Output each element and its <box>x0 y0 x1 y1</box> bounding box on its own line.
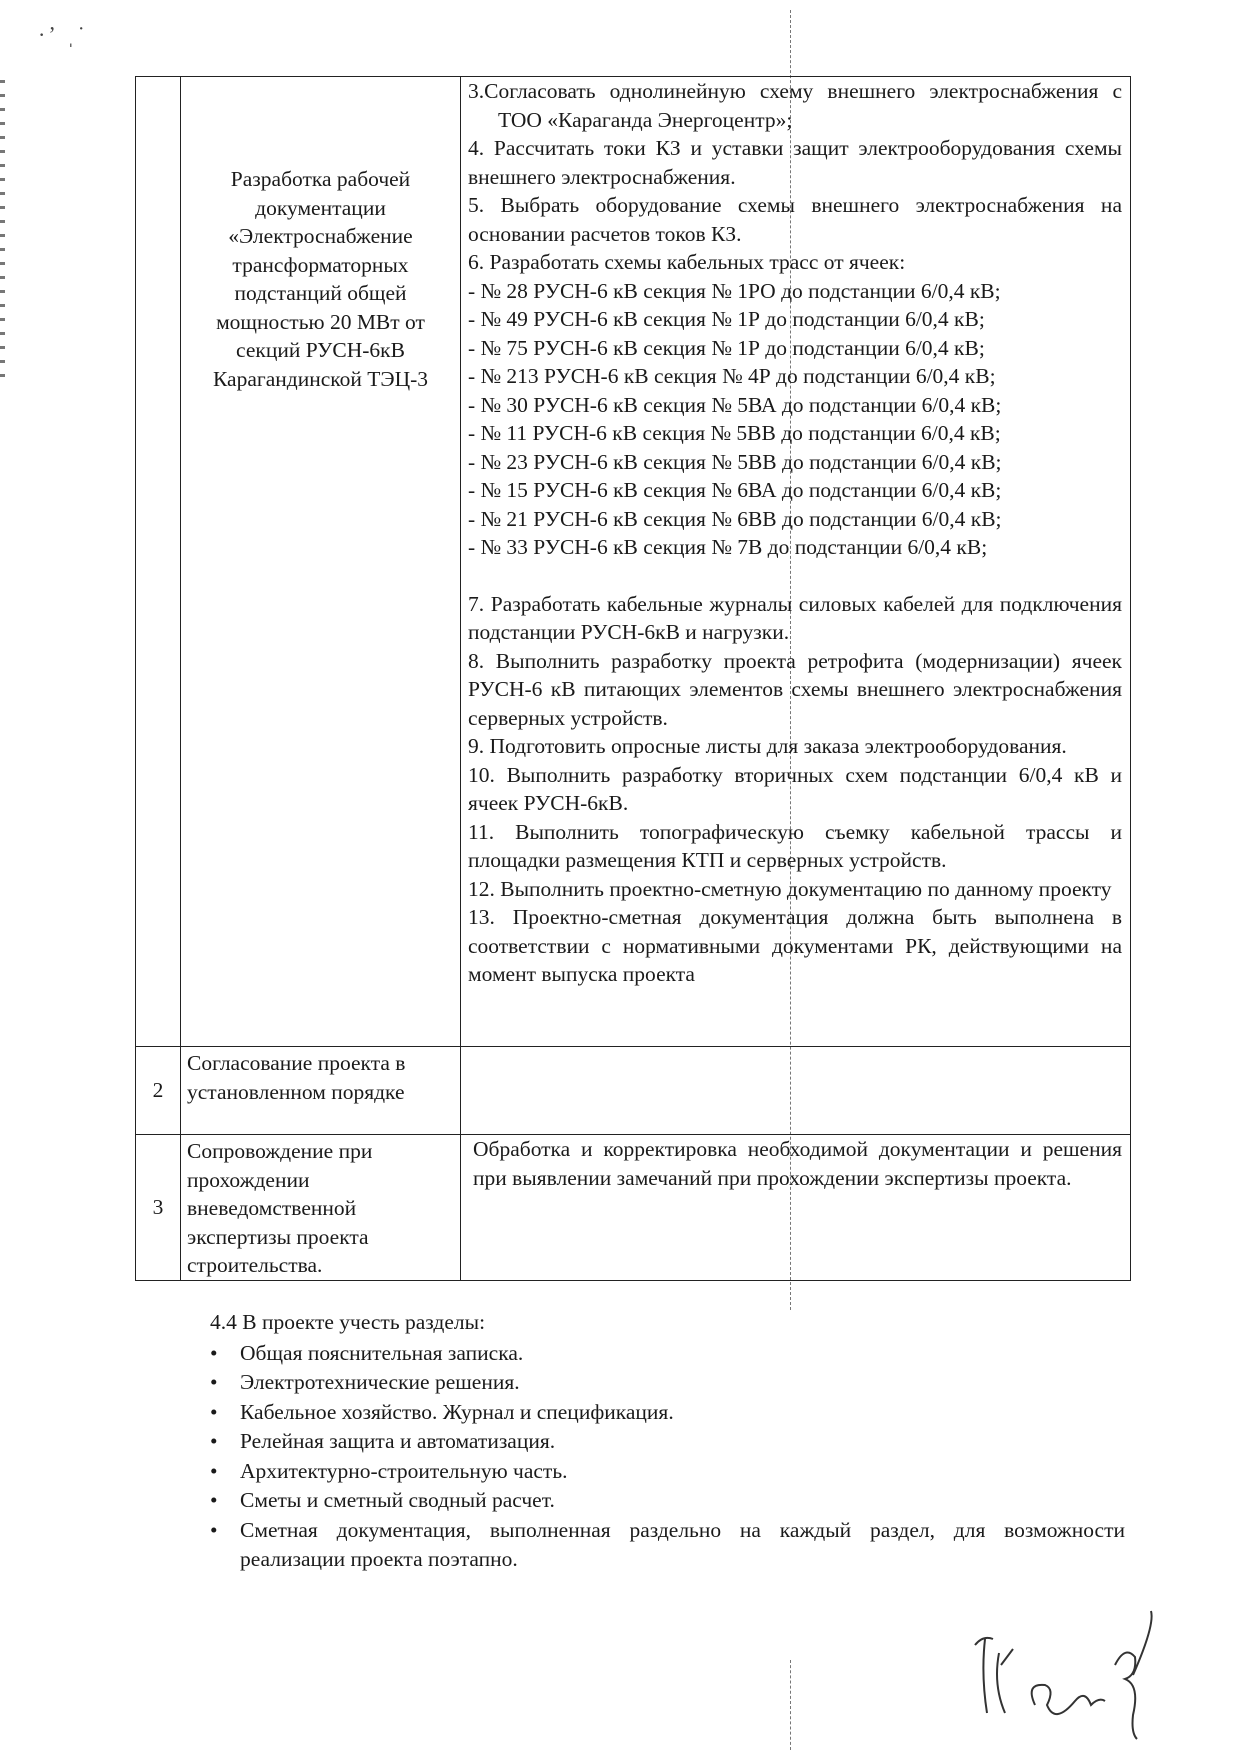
section-item <box>198 1486 1125 1516</box>
description-step: - № 15 РУСН-6 кВ секция № 6ВА до подстанции 6/0,4 кВ; <box>468 478 1002 502</box>
section-item-text: Архитектурно-строительную часть. <box>240 1458 568 1483</box>
section-item-text: Сметы и сметный сводный расчет. <box>240 1488 555 1512</box>
paragraph-gap <box>468 562 1122 590</box>
bullet-icon: • <box>210 1488 218 1512</box>
row-number: 2 <box>136 1047 181 1135</box>
section-item-text: Релейная защита и автоматизация. <box>240 1429 556 1453</box>
section-item-text: Сметная документация, выполненная раздельно на каждый раздел, для возможности реализации проекта поэтапно. <box>240 1517 1125 1571</box>
description-step: 3.Согласовать однолинейную схему внешнего электроснабжения с ТОО «Караганда Энергоцентр»; <box>468 79 1122 132</box>
description-step: - № 11 РУСН-6 кВ секция № 5ВВ до подстанции 6/0,4 кВ; <box>468 421 1001 445</box>
description-steps-part1 <box>468 77 1122 562</box>
section-item <box>198 1398 1125 1428</box>
table-row <box>136 77 1131 1047</box>
description-step: - № 213 РУСН-6 кВ секция № 4Р до подстанции 6/0,4 кВ; <box>468 364 996 388</box>
description-step: - № 33 РУСН-6 кВ секция № 7В до подстанции 6/0,4 кВ; <box>468 535 988 559</box>
description-step: 12. Выполнить проектно-сметную документацию по данному проекту <box>468 876 1112 901</box>
section-item <box>198 1368 1125 1398</box>
table-row <box>136 1135 1131 1281</box>
bullet-icon: • <box>210 1399 218 1424</box>
row-number: 3 <box>136 1135 181 1281</box>
description-step: - № 75 РУСН-6 кВ секция № 1Р до подстанции 6/0,4 кВ; <box>468 335 985 360</box>
description-step: - № 23 РУСН-6 кВ секция № 5ВВ до подстанции 6/0,4 кВ; <box>468 449 1002 474</box>
table-row <box>136 1047 1131 1135</box>
work-description <box>461 77 1131 1047</box>
work-name: Разработка рабочей документации «Электроснабжение трансформаторных подстанций общей мощностью 20 МВт от секций РУСН-6кВ Карагандинской ТЭЦ-3 <box>181 77 461 1047</box>
description-step: 13. Проектно-сметная документация должна быть выполнена в соответствии с нормативными документами РК, действующими на момент выпуска проекта <box>468 905 1122 986</box>
handwritten-signature <box>965 1605 1165 1745</box>
description-step: - № 28 РУСН-6 кВ секция № 1РО до подстанции 6/0,4 кВ; <box>468 278 1001 303</box>
description-step: 11. Выполнить топографическую съемку кабельной трассы и площадки размещения КТП и серверных устройств. <box>468 819 1122 872</box>
project-sections <box>210 1308 1125 1575</box>
description-step: - № 30 РУСН-6 кВ секция № 5ВА до подстанции 6/0,4 кВ; <box>468 392 1002 417</box>
description-step: 6. Разработать схемы кабельных трасс от ячеек: <box>468 250 906 274</box>
description-step: 8. Выполнить разработку проекта ретрофита (модернизации) ячеек РУСН-6 кВ питающих элементов схемы внешнего электроснабжения серверных устройств. <box>468 648 1122 730</box>
description-step: 5. Выбрать оборудование схемы внешнего электроснабжения на основании расчетов токов КЗ. <box>468 193 1122 246</box>
description-step: 10. Выполнить разработку вторичных схем подстанции 6/0,4 кВ и ячеек РУСН-6кВ. <box>468 762 1122 815</box>
section-item-text: Кабельное хозяйство. Журнал и спецификация. <box>240 1399 674 1424</box>
section-item-text: Общая пояснительная записка. <box>240 1340 524 1365</box>
scan-edge-marks <box>0 80 5 380</box>
section-item <box>198 1427 1125 1457</box>
description-step: 9. Подготовить опросные листы для заказа электрооборудования. <box>468 734 1067 758</box>
bullet-icon: • <box>210 1517 218 1542</box>
fold-line-bottom <box>790 1660 791 1750</box>
work-description: Обработка и корректировка необходимой документации и решения при выявлении замечаний при прохождении экспертизы проекта. <box>461 1135 1131 1281</box>
section-item <box>198 1516 1125 1575</box>
row-number <box>136 77 181 1047</box>
description-step: 4. Рассчитать токи КЗ и уставки защит электрооборудования схемы внешнего электроснабжения. <box>468 136 1122 189</box>
section-item-text: Электротехнические решения. <box>240 1370 520 1394</box>
bullet-icon: • <box>210 1429 218 1453</box>
bullet-icon: • <box>210 1370 218 1394</box>
scan-specks: ·ʼ ˌ˙ <box>38 22 88 47</box>
work-description <box>461 1047 1131 1135</box>
bullet-icon: • <box>210 1458 218 1483</box>
description-step: 7. Разработать кабельные журналы силовых кабелей для подключения подстанции РУСН-6кВ и нагрузки. <box>468 591 1122 644</box>
section-item <box>198 1339 1125 1369</box>
description-steps-part2 <box>468 590 1122 989</box>
work-name: Согласование проекта в установленном порядке <box>181 1047 461 1135</box>
sections-heading: 4.4 В проекте учесть разделы: <box>210 1310 486 1334</box>
description-step: - № 49 РУСН-6 кВ секция № 1Р до подстанции 6/0,4 кВ; <box>468 307 985 331</box>
description-step: - № 21 РУСН-6 кВ секция № 6ВВ до подстанции 6/0,4 кВ; <box>468 506 1002 531</box>
section-item <box>198 1457 1125 1487</box>
work-name: Сопровождение при прохождении вневедомственной экспертизы проекта строительства. <box>181 1135 461 1281</box>
sections-list <box>210 1339 1125 1575</box>
bullet-icon: • <box>210 1340 218 1365</box>
work-table <box>135 76 1131 1281</box>
